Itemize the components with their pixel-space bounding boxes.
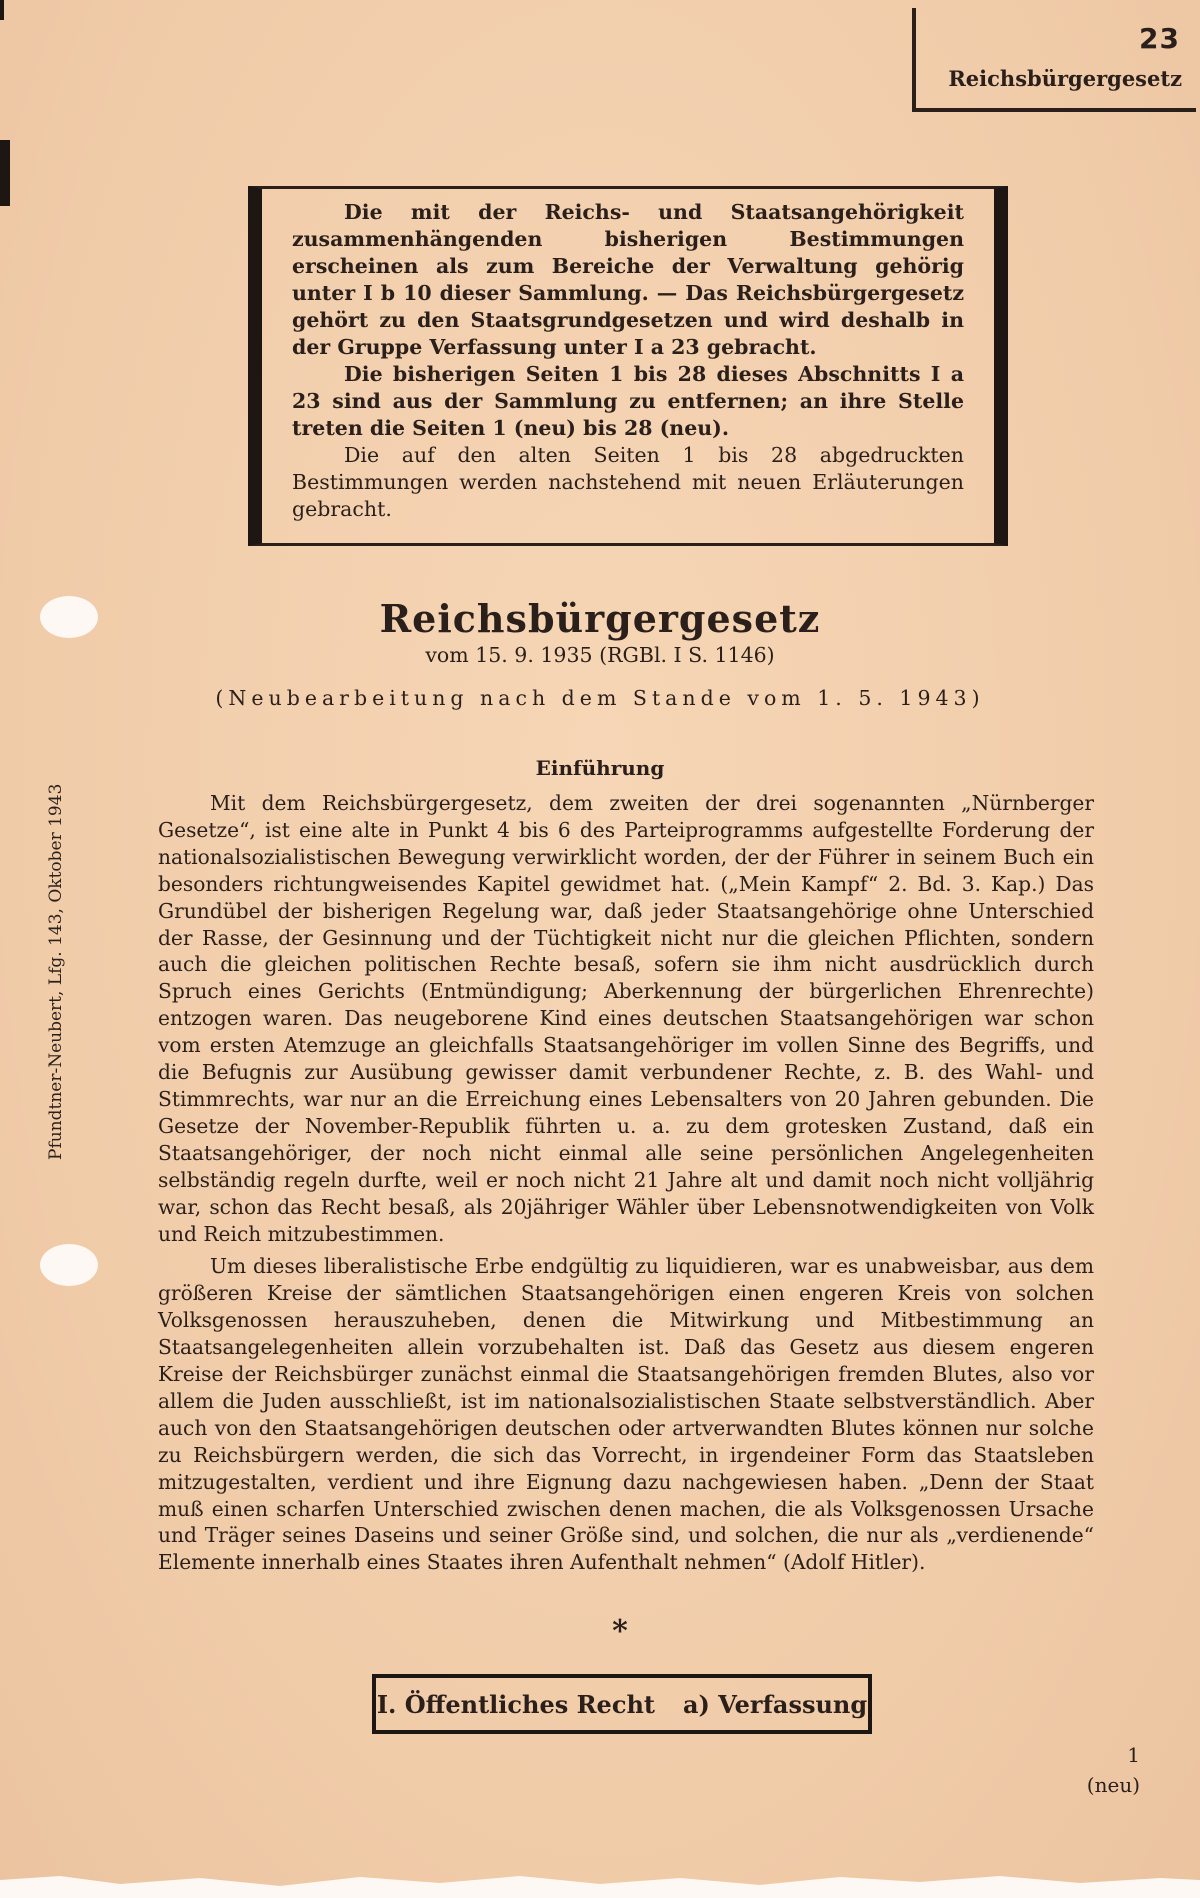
section-heading: Einführung xyxy=(535,756,665,780)
law-title: Reichsbürgergesetz xyxy=(379,596,821,641)
body-text xyxy=(158,790,1094,1582)
footer-group: a) Verfassung xyxy=(682,1689,868,1719)
edge-mark xyxy=(0,0,4,20)
separator-asterisk: * xyxy=(612,1614,628,1649)
notice-paragraph: Die mit der Reichs- und Staatsangehörigkeit zusammenhängenden bisherigen Bestimmungen erscheinen als zum Bereiche der Verwaltung gehörig unter I b 10 dieser Sammlung. — Das Reichsbürgergesetz gehört zu den Staatsgrundgesetzen und wird deshalb in der Gruppe Verfassung unter I a 23 gebracht. xyxy=(292,200,964,359)
body-paragraph: Um dieses liberalistische Erbe endgültig zu liquidieren, war es unabweisbar, aus dem größeren Kreise der sämtlichen Staatsangehörigen einen engeren Kreis von solchen Volksgenossen herauszuheben, denen die Mitwirkung und Mitbestimmung an Staatsangelegenheiten allein vorzubehalten ist. Daß das Gesetz aus diesem engeren Kreise der Reichsbürger zunächst einmal die Staatsangehörigen fremden Blutes, also vor allem die Juden ausschließt, ist im nationalsozialistischen Staate selbstverständlich. Aber auch von den Staatsangehörigen deutschen oder artverwandten Blutes können nur solche zu Reichsbürgern werden, die sich das Vorrecht, in irgendeiner Form das Staatsleben mitzugestalten, verdient und ihre Eignung dazu nachgewiesen haben. „Denn der Staat muß einen scharfen Unterschied zwischen denen machen, die als Volksgenossen Ursache und Träger seines Daseins und seiner Größe sind, und solchen, die nur als „verdienende“ Elemente innerhalb eines Staates ihren Aufenthalt nehmen“ (Adolf Hitler). xyxy=(158,1254,1094,1575)
footer-page xyxy=(1040,1740,1140,1800)
page-number: 23 xyxy=(1139,22,1180,55)
header-rule-horizontal xyxy=(914,108,1196,112)
body-paragraph: Mit dem Reichsbürgergesetz, dem zweiten der drei sogenannten „Nürnberger Gesetze“, ist eine alte in Punkt 4 bis 6 des Parteiprogramms aufgestellte Forderung der nationalsozialistischen Bewegung verwirklicht worden, der der Führer in seinem Buch ein besonders richtungweisendes Kapitel gewidmet hat. („Mein Kampf“ 2. Bd. 3. Kap.) Das Grundübel der bisherigen Regelung war, daß jeder Staatsangehörige ohne Unterschied der Rasse, der Gesinnung und der Tüchtigkeit nicht nur die gleichen Pflichten, sondern auch die gleichen politischen Rechte besaß, sofern sie ihm nicht ausdrücklich durch Spruch eines Gerichts (Entmündigung; Aberkennung der bürgerlichen Ehrenrechte) entzogen waren. Das neugeborene Kind eines deutschen Staatsangehörigen war schon vom ersten Atemzuge an gleichfalls Staatsangehöriger im vollen Sinne des Begriffs, und die Befugnis zur Ausübung gewisser damit verbundener Rechte, z. B. des Wahl- und Stimmrechts, war nur an die Erreichung eines Lebensalters von 20 Jahren gebunden. Die Gesetze der November-Republik führten u. a. zu dem grotesken Zustand, daß ein Staatsangehöriger, der noch nicht einmal alle seine persönlichen Angelegenheiten selbständig regeln durfte, weil er noch nicht 21 Jahre alt und damit noch nicht volljährig war, schon das Recht besaß, als 20jähriger Wähler über Lebensnotwendigkeiten von Volk und Reich mitzubestimmen. xyxy=(158,791,1094,1246)
notice-box xyxy=(248,186,1008,546)
side-note: Pfundtner-Neubert, Lfg. 143, Oktober 1943 xyxy=(46,783,66,1160)
edge-mark xyxy=(0,140,10,206)
notice-paragraph: Die bisherigen Seiten 1 bis 28 dieses Abschnitts I a 23 sind aus der Sammlung zu entfernen; an ihre Stelle treten die Seiten 1 (neu) bis 28 (neu). xyxy=(292,362,964,440)
header-rule-vertical xyxy=(912,8,916,112)
footer-page-suffix: (neu) xyxy=(1086,1773,1140,1797)
footer-page-number: 1 xyxy=(1127,1743,1140,1767)
punch-hole xyxy=(40,1244,98,1286)
footer-box xyxy=(372,1674,872,1734)
notice-paragraph: Die auf den alten Seiten 1 bis 28 abgedruckten Bestimmungen werden nachstehend mit neuen Erläuterungen gebracht. xyxy=(292,443,964,521)
edition-note: (Neubearbeitung nach dem Stande vom 1. 5. 1943) xyxy=(215,686,985,710)
law-date: vom 15. 9. 1935 (RGBl. I S. 1146) xyxy=(425,643,775,667)
punch-hole xyxy=(40,596,98,638)
torn-edge xyxy=(0,1850,1200,1898)
footer-part: I. Öffentliches Recht xyxy=(376,1689,655,1719)
running-title: Reichsbürgergesetz xyxy=(948,66,1182,91)
